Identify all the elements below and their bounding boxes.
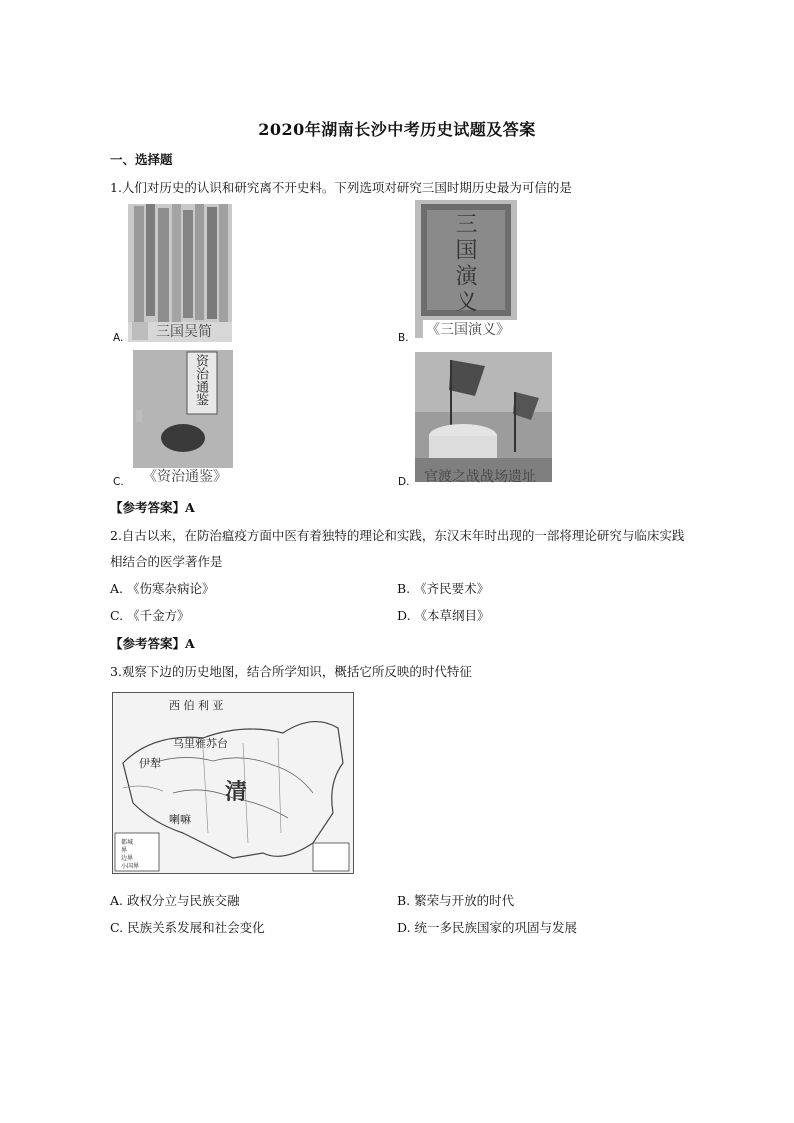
question-2-option-d: D. 《本草纲目》 [397,608,490,623]
book-c-cover-text: 资治通鉴 [193,354,208,406]
option-a-letter: A. [113,332,124,344]
option-c-letter: C. [113,476,124,488]
caption-marker [415,320,423,338]
option-d-letter: D. [398,476,410,488]
question-3-option-b: B. 繁荣与开放的时代 [397,893,515,908]
book-b-cover-text: 三国演义 [452,212,477,316]
question-1-stem: 1.人们对历史的认识和研究离不开史料。下列选项对研究三国时期历史最为可信的是 [110,180,572,195]
map-label-lama: 喇嘛 [169,813,191,826]
map-legend-item: 边界 [121,855,134,862]
caption-marker [132,322,148,340]
page-title: 2020年湖南长沙中考历史试题及答案 [258,120,536,139]
question-3-option-d: D. 统一多民族国家的巩固与发展 [397,920,578,935]
question-2-option-a: A. 《伤寒杂病论》 [110,581,215,596]
question-1-answer: 【参考答案】A [110,500,195,515]
question-2-option-b: B. 《齐民要术》 [397,581,490,596]
section-heading: 一、选择题 [110,152,173,167]
option-a-caption: 三国吴简 [156,324,212,340]
question-2-stem-line2: 相结合的医学著作是 [110,554,223,569]
question-2-answer: 【参考答案】A [110,636,195,651]
battlefield-site-photo [415,352,552,482]
map-legend-item: 小国界 [121,863,140,870]
map-legend-item: 界 [121,847,128,854]
question-3-option-a: A. 政权分立与民族交融 [110,893,240,908]
option-d-caption: 官渡之战战场遗址 [424,469,536,485]
question-3-stem: 3.观察下边的历史地图，结合所学知识，概括它所反映的时代特征 [110,664,472,679]
book-cover-photo [133,350,233,468]
map-label-qing: 清 [225,780,248,805]
map-legend-item: 都城 [121,839,134,846]
caption-marker [136,410,142,422]
option-d-image [415,352,552,482]
option-b-image [415,200,517,320]
option-b-letter: B. [398,332,409,344]
qing-dynasty-map [112,692,354,874]
map-label-uliastai: 乌里雅苏台 [173,737,228,750]
question-3-option-c: C. 民族关系发展和社会变化 [110,920,265,935]
question-2-option-c: C. 《千金方》 [110,608,190,623]
question-2-stem-line1: 2.自古以来，在防治瘟疫方面中医有着独特的理论和实践，东汉末年时出现的一部将理论研究与临床实践 [110,528,685,543]
map-label-siberia: 西 伯 利 亚 [169,699,224,712]
option-c-image [133,350,233,468]
option-c-caption: 《资治通鉴》 [143,469,227,485]
map-label-ili: 伊犁 [139,757,161,770]
option-b-caption: 《三国演义》 [426,322,510,338]
